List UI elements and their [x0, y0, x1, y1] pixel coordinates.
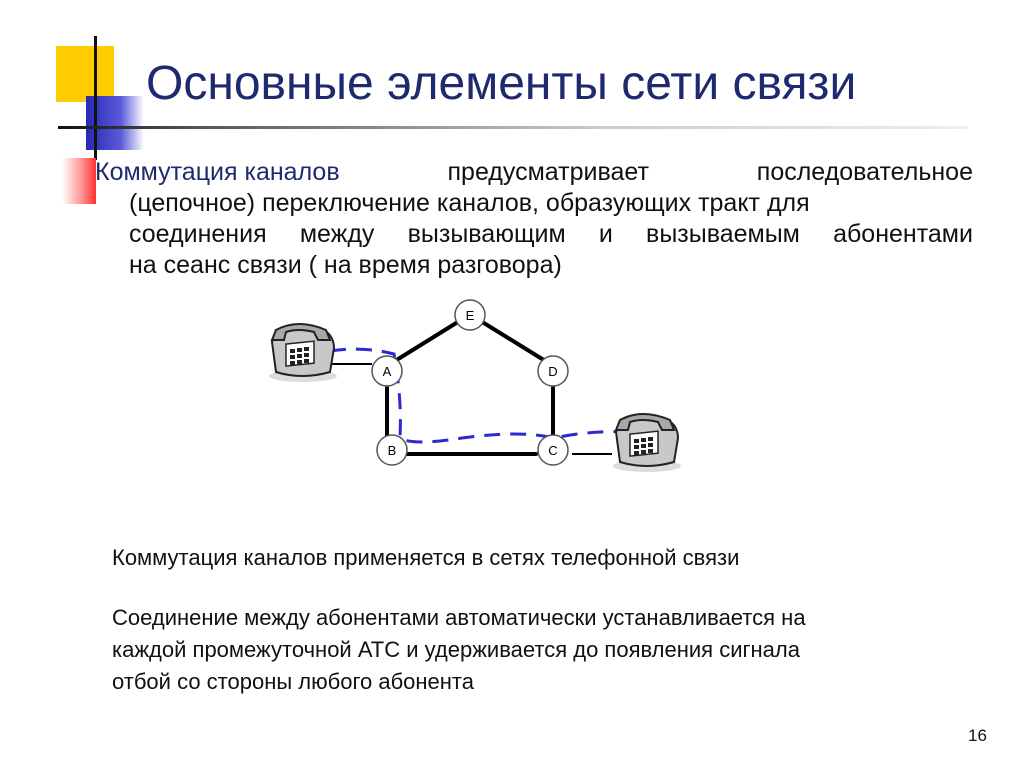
- paragraph-word: вызываемым: [646, 220, 800, 248]
- note-connection: [112, 602, 806, 698]
- slide-title: Основные элементы сети связи: [146, 57, 857, 110]
- paragraph-word: вызывающим: [407, 220, 566, 248]
- node-b: [377, 435, 407, 465]
- paragraph-lead: Коммутация каналов: [95, 158, 340, 186]
- paragraph-line-4: на сеанс связи ( на время разговора): [129, 251, 562, 279]
- paragraph-word: соединения: [129, 220, 267, 248]
- main-paragraph: [95, 157, 973, 281]
- node-label-b: B: [387, 443, 397, 458]
- node-label-e: E: [465, 308, 475, 323]
- deco-vertical-line: [94, 36, 97, 160]
- note-line: Соединение между абонентами автоматически устанавливается на: [112, 605, 806, 630]
- link-a-e: [395, 320, 461, 361]
- node-label-d: D: [548, 364, 558, 379]
- paragraph-line-2: (цепочное) переключение каналов, образующих тракт для: [129, 189, 810, 217]
- bullet-marker: [62, 158, 96, 204]
- paragraph-word: абонентами: [833, 220, 973, 248]
- node-c: [538, 435, 568, 465]
- note-usage: Коммутация каналов применяется в сетях телефонной связи: [112, 545, 740, 570]
- telephone-icon: [613, 414, 681, 472]
- phone-lines: [330, 364, 612, 454]
- network-links: [387, 320, 553, 454]
- link-e-d: [479, 320, 547, 362]
- paragraph-word: последовательное: [756, 158, 973, 186]
- circuit-switching-diagram: [262, 298, 692, 488]
- title-underline: [58, 126, 968, 129]
- node-d: [538, 356, 568, 386]
- paragraph-word: и: [598, 220, 613, 248]
- node-a: [372, 356, 402, 386]
- node-e: [455, 300, 485, 330]
- paragraph-line-1: [95, 157, 973, 188]
- node-label-a: A: [382, 364, 392, 379]
- telephone-icon: [269, 324, 337, 382]
- note-line: каждой промежуточной АТС и удерживается до появления сигнала: [112, 637, 800, 662]
- page-number: 16: [968, 726, 987, 745]
- node-label-c: C: [548, 443, 558, 458]
- paragraph-word: предусматривает: [447, 158, 649, 186]
- deco-yellow-square: [56, 46, 114, 102]
- paragraph-line-3: [95, 219, 973, 250]
- note-line: отбой со стороны любого абонента: [112, 669, 475, 694]
- paragraph-word: между: [299, 220, 375, 248]
